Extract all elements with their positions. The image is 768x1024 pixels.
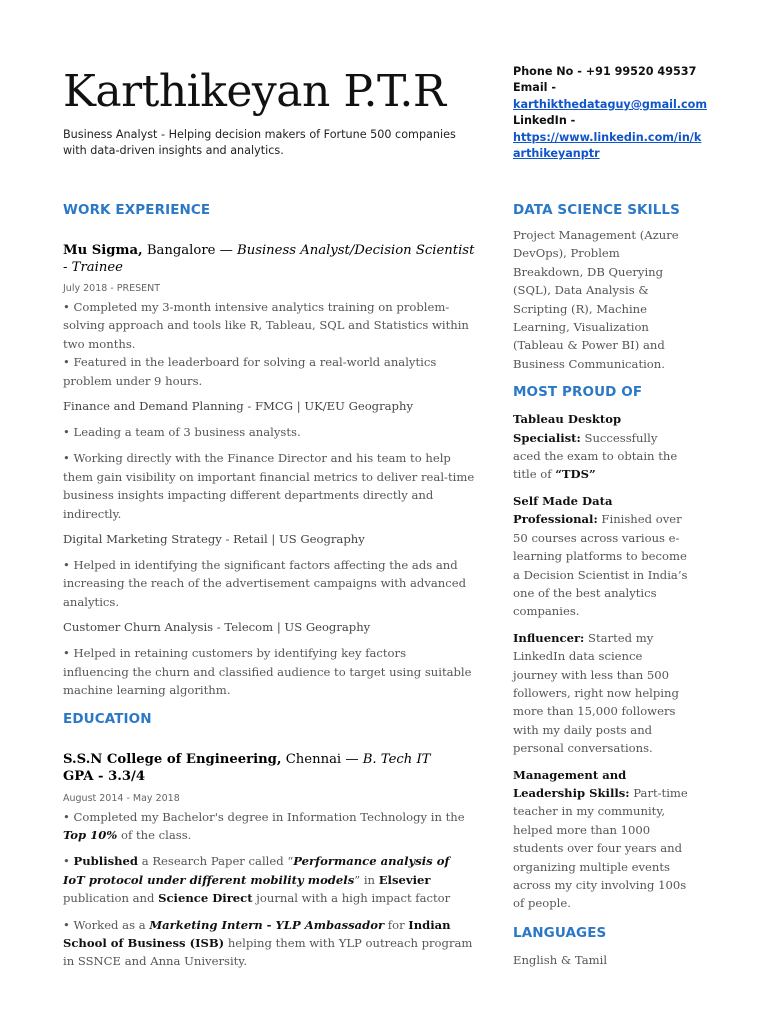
project-point: • Helped in retaining customers by identifying key factors influencing the churn and classified audience to target using suitable machine learning algorithm. [63,646,472,698]
right-column [513,200,688,969]
job-dates: July 2018 - PRESENT [63,283,161,294]
email-label: Email - [513,81,557,95]
school-name: S.S.N College of Engineering, [63,751,282,767]
linkedin-label: LinkedIn - [513,114,576,128]
proud-item: Management and Leadership Skills: Part-time teacher in my community, helped more than 1000 students over four years and organizing multiple events across my city involving 100s of people. [513,767,688,911]
job-title [63,242,475,276]
education-point: • Published a Research Paper called “Performance analysis of IoT protocol under different mobility models” in Elsevier publication and Science Direct journal with a high impact factor [63,854,451,906]
school-location: Chennai — [281,751,363,767]
job-intro-1: • Completed my 3-month intensive analytics training on problem-solving approach and tools like R, Tableau, SQL and Statistics within two months. [63,300,469,351]
project-title: Customer Churn Analysis - Telecom | US Geography [63,620,371,635]
linkedin-link[interactable]: https://www.linkedin.com/in/karthikeyanptr [513,130,702,161]
project-point: • Helped in identifying the significant factors affecting the ads and increasing the reach of the advertisement campaigns with advanced analytics. [63,558,467,609]
proud-item: Tableau Desktop Specialist: Successfully aced the exam to obtain the title of “TDS” [513,412,678,482]
education-title [63,751,475,768]
education-point: • Worked as a Marketing Intern - YLP Ambassador for Indian School of Business (ISB) helping them with YLP outreach program in SSNCE and Anna University. [63,917,473,969]
education-point: • Completed my Bachelor's degree in Information Technology in the Top 10% of the class. [63,809,465,842]
proud-item: Influencer: Started my LinkedIn data science journey with less than 500 followers, right now helping more than 15,000 followers with my daily posts and personal conversations. [513,630,679,756]
candidate-name: Karthikeyan P.T.R [63,66,446,117]
languages-text: English & Tamil [513,952,608,967]
phone-label: Phone No - [513,65,586,78]
work-experience-heading: WORK EXPERIENCE [63,202,211,218]
phone-number: +91 99520 49537 [585,65,697,78]
skills-heading: DATA SCIENCE SKILLS [513,202,680,218]
skills-text: Project Management (Azure DevOps), Problem Breakdown, DB Querying (SQL), Data Analysis & Scripting (R), Machine Learning, Visualization (Tableau & Power BI) and Business Communication. [513,228,679,371]
tagline: Business Analyst - Helping decision makers of Fortune 500 companies with data-driven insights and analytics. [63,128,456,157]
project-point: • Leading a team of 3 business analysts. [63,425,301,440]
languages-heading: LANGUAGES [513,924,607,941]
project-point: • Working directly with the Finance Director and his team to help them gain visibility on important financial metrics to deliver real-time business insights impacting different departments directly and indirectly. [63,451,475,521]
education-heading: EDUCATION [63,710,152,727]
project-title: Finance and Demand Planning - FMCG | UK/EU Geography [63,399,413,414]
company-name: Mu Sigma, [63,243,143,258]
email-link[interactable]: karthikthedataguy@gmail.com [513,97,708,111]
job-role: Business Analyst/Decision Scientist - Trainee [63,243,475,275]
proud-item: Self Made Data Professional: Finished over 50 courses across various e-learning platforms to become a Decision Scientist in India’s one of the best analytics companies. [513,493,688,619]
left-column [63,200,475,971]
contact-block [513,64,708,162]
education-dates: August 2014 - May 2018 [63,792,180,804]
proud-heading: MOST PROUD OF [513,384,643,401]
job-location: Bangalore — [142,243,238,258]
degree: B. Tech IT [362,751,431,767]
project-title: Digital Marketing Strategy - Retail | US Geography [63,532,365,547]
gpa: GPA - 3.3/4 [63,768,146,784]
job-intro-2: • Featured in the leaderboard for solving a real-world analytics problem under 9 hours. [63,355,437,388]
